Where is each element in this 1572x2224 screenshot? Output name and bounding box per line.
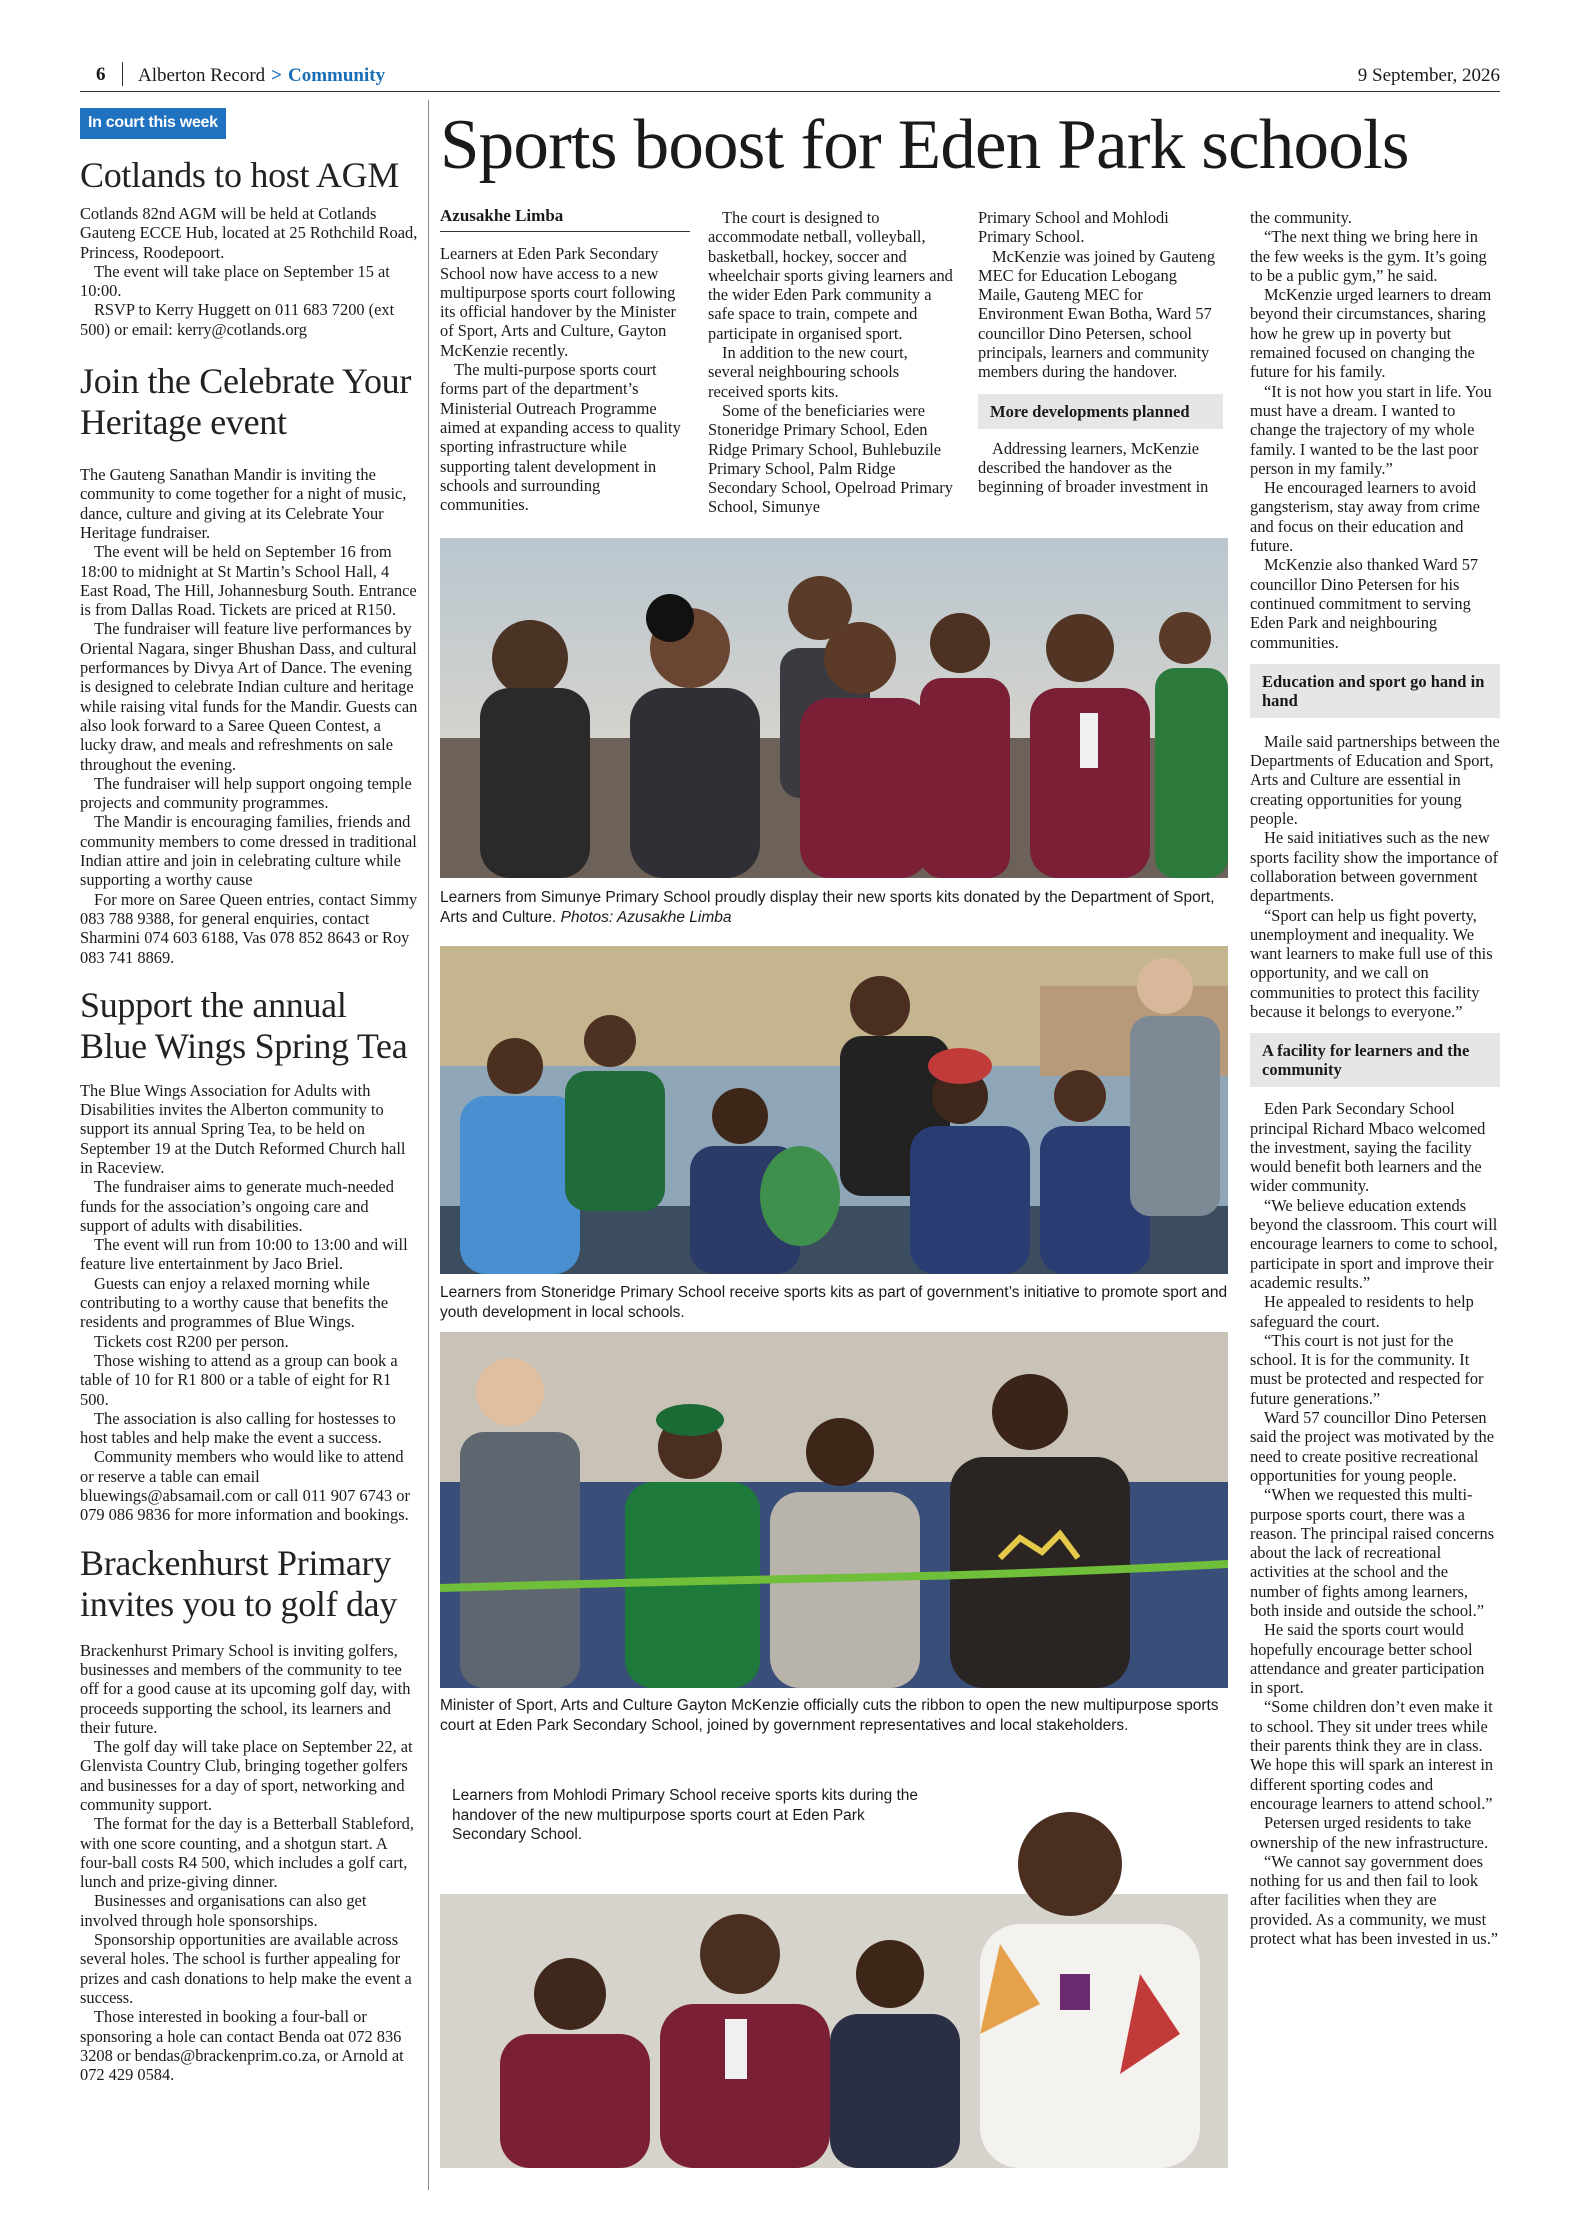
caption-text: Learners from Mohlodi Primary School receive sports kits during the handover of the new multipurpose sports court at Eden Park Secondary School. xyxy=(452,1787,919,1843)
story-paragraph: “Sport can help us fight poverty, unemployment and inequality. We want learners to make full use of this opportunity, and we call on communities to protect this facility because it belongs to everyone.” xyxy=(1250,905,1493,1021)
brief-paragraph: The event will be held on September 16 from 18:00 to midnight at St Martin’s School Hall, 4 East Road, The Hill, Johannesburg South. Entrance is from Dallas Road. Tickets are priced at R150. xyxy=(80,542,417,620)
brief-paragraph: The fundraiser aims to generate much-needed funds for the association’s ongoing care and support of adults with disabilities. xyxy=(80,1177,394,1235)
story-paragraph: Primary School and Mohlodi Primary School. xyxy=(978,208,1169,247)
sidebar-briefs xyxy=(80,108,420,2084)
brief-paragraph: The Blue Wings Association for Adults with Disabilities invites the Alberton community to support its annual Spring Tea, to be held on September 19 at the Dutch Reformed Church hall in Raceview. xyxy=(80,1080,406,1177)
brief-paragraph: Sponsorship opportunities are available across several holes. The school is further appealing for prizes and cash donations to help make the event a success. xyxy=(80,1930,412,2007)
page-header xyxy=(80,62,1500,92)
story-paragraph: Petersen urged residents to take ownership of the new infrastructure. xyxy=(1250,1813,1489,1852)
story-headline: Sports boost for Eden Park schools xyxy=(440,106,1409,184)
photo-ribbon-cutting xyxy=(440,1332,1228,1688)
photo-caption xyxy=(440,1696,1230,1735)
story-paragraph: “Some children don’t even make it to school. They sit under trees while their parents think they are in class. We hope this will spark an interest in different sporting codes and encourage learners to attend school.” xyxy=(1250,1697,1494,1813)
brief-title: Brackenhurst Primary invites you to golf day xyxy=(80,1542,398,1624)
brief-paragraph: The Gauteng Sanathan Mandir is inviting the community to come together for a night of music, dance, culture and giving at its Celebrate Your Heritage fundraiser. xyxy=(80,465,407,542)
story-column-4 xyxy=(1250,208,1500,1948)
brief-paragraph: The event will run from 10:00 to 13:00 and will feature live entertainment by Jaco Briel. xyxy=(80,1235,408,1274)
breadcrumb-arrow-icon: > xyxy=(271,65,282,86)
caption-text: Minister of Sport, Arts and Culture Gayton McKenzie officially cuts the ribbon to open the new multipurpose sports court at Eden Park Secondary School, joined by government representatives and local stakeholders. xyxy=(440,1697,1219,1734)
story-paragraph: the community. xyxy=(1250,208,1352,227)
story-paragraph: The court is designed to accommodate netball, volleyball, basketball, hockey, soccer and wheelchair sports giving learners and the wider Eden Park community a safe space to train, compete and participate in organised sport. xyxy=(708,208,953,343)
story-paragraph: In addition to the new court, several neighbouring schools received sports kits. xyxy=(708,343,908,401)
brief-paragraph: Those wishing to attend as a group can book a table of 10 for R1 800 or a table of eight for R1 500. xyxy=(80,1350,398,1409)
subheading-box: A facility for learners and the community xyxy=(1250,1033,1500,1087)
issue-date: 9 September, 2026 xyxy=(1357,65,1500,86)
byline: Azusakhe Limba xyxy=(440,206,690,232)
brief-paragraph: The golf day will take place on September 22, at Glenvista Country Club, bringing together golfers and businesses for a day of sport, networking and community support. xyxy=(80,1737,413,1814)
photo-stoneridge-learners xyxy=(440,946,1228,1274)
brief-paragraph: The format for the day is a Betterball Stableford, with one score counting, and a shotgun start. A four-ball costs R4 500, which includes a golf cart, lunch and prize-giving dinner. xyxy=(80,1814,414,1892)
story-paragraph: McKenzie urged learners to dream beyond their circumstances, sharing how he grew up in poverty but remained focused on changing the future for his family. xyxy=(1250,285,1492,382)
story-paragraph: “It is not how you start in life. You must have a dream. I wanted to change the trajectory of my whole family. I wanted to be the last poor person in my family.” xyxy=(1250,381,1492,478)
story-paragraph: He encouraged learners to avoid gangsterism, stay away from crime and focus on their education and future. xyxy=(1250,478,1480,556)
subheading-box: More developments planned xyxy=(978,394,1223,429)
story-paragraph: McKenzie also thanked Ward 57 councillor Dino Petersen for his continued commitment to serving Eden Park and neighbouring communities. xyxy=(1250,555,1479,652)
photo-caption xyxy=(452,1786,922,1845)
photo-credit: Photos: Azusakhe Limba xyxy=(560,908,732,926)
publication-name xyxy=(138,65,385,87)
brief-paragraph: The association is also calling for hostesses to host tables and help make the event a success. xyxy=(80,1408,396,1448)
subheading-box: Education and sport go hand in hand xyxy=(1250,664,1500,718)
brief-title: Cotlands to host AGM xyxy=(80,155,400,195)
brief-paragraph: The fundraiser will feature live performances by Oriental Nagara, singer Bhushan Dass, and cultural performances by Divya Art of Dance. The evening is designed to celebrate Indian culture and heritage while raising vital funds for the Mandir. Guests can also look forward to a Saree Queen Contest, a lucky draw, and meals and refreshments on sale throughout the evening. xyxy=(80,619,418,774)
story-paragraph: He said initiatives such as the new sports facility show the importance of collaboration between government departments. xyxy=(1250,828,1499,906)
story-paragraph: “This court is not just for the school. It is for the community. It must be protected and respected for future generations.” xyxy=(1250,1330,1484,1408)
story-paragraph: Addressing learners, McKenzie described the handover as the beginning of broader investment in xyxy=(978,438,1209,497)
brief-paragraph: Cotlands 82nd AGM will be held at Cotlands Gauteng ECCE Hub, located at 25 Rothchild Road, Princess, Roodepoort. xyxy=(80,204,418,262)
brief-paragraph: The fundraiser will help support ongoing temple projects and community programmes. xyxy=(80,773,412,813)
story-paragraph: Ward 57 councillor Dino Petersen said the project was motivated by the need to create positive recreational opportunities for young people. xyxy=(1250,1408,1494,1485)
brief-paragraph: For more on Saree Queen entries, contact Simmy 083 788 9388, for general enquiries, contact Sharmini 074 603 6188, Vas 078 852 8643 or Roy 083 741 8869. xyxy=(80,889,418,967)
story-paragraph: Eden Park Secondary School principal Richard Mbaco welcomed the investment, saying the facility would benefit both learners and the wider community. xyxy=(1250,1099,1486,1196)
section-name[interactable]: Community xyxy=(287,65,386,86)
brief-paragraph: Community members who would like to attend or reserve a table can email bluewings@absamail.com or call 011 907 6743 or 079 086 9836 for more information and bookings. xyxy=(80,1447,410,1525)
brief-paragraph: RSVP to Kerry Huggett on 011 683 7200 (ext 500) or email: kerry@cotlands.org xyxy=(80,300,395,339)
story-column-2 xyxy=(708,208,958,517)
brief-paragraph: Tickets cost R200 per person. xyxy=(94,1331,289,1351)
brief-paragraph: Those interested in booking a four-ball or sponsoring a hole can contact Benda oat 072 836 3208 or bendas@brackenprim.co.za, or Arnold at 072 429 0584. xyxy=(80,2007,404,2085)
photo-caption xyxy=(440,1283,1230,1322)
brief-paragraph: The event will take place on September 15 at 10:00. xyxy=(80,261,390,301)
story-paragraph: Maile said partnerships between the Departments of Education and Sport, Arts and Culture are essential in creating opportunities for young people. xyxy=(1250,731,1500,829)
story-paragraph: McKenzie was joined by Gauteng MEC for Education Lebogang Maile, Gauteng MEC for Environment Ewan Botha, Ward 57 councillor Dino Petersen, school principals, learners and community members during the handover. xyxy=(978,246,1216,382)
story-paragraph: “We believe education extends beyond the classroom. This court will encourage learners to come to school, participate in sport and improve their academic results.” xyxy=(1250,1195,1498,1292)
brief-cotlands xyxy=(80,155,420,339)
section-tag: In court this week xyxy=(80,108,226,139)
story-paragraph: “When we requested this multi-purpose sports court, there was a reason. The principal raised concerns about the lack of recreational activities at the school and the number of fights among learners, both inside and outside the school.” xyxy=(1250,1485,1495,1620)
story-paragraph: “We cannot say government does nothing for us and then fail to look after facilities when they are provided. As a community, we must protect what has been invested in us.” xyxy=(1250,1851,1499,1949)
header-divider xyxy=(122,62,123,86)
column-divider xyxy=(428,100,429,2190)
photo-mohlodi-learners xyxy=(440,1774,1228,2168)
brief-heritage xyxy=(80,361,420,967)
brief-golf-day xyxy=(80,1543,420,2085)
brief-paragraph: Guests can enjoy a relaxed morning while contributing to a worthy cause that benefits the residents and programmes of Blue Wings. xyxy=(80,1273,389,1332)
brief-paragraph: Brackenhurst Primary School is inviting golfers, businesses and members of the community to tee off for a good cause at its upcoming golf day, with proceeds supporting the school, its learners and their future. xyxy=(80,1640,411,1737)
story-paragraph: Some of the beneficiaries were Stoneridge Primary School, Eden Ridge Primary School, Buhlebuzile Primary School, Palm Ridge Secondary School, Opelroad Primary School, Simunye xyxy=(708,400,953,517)
caption-text: Learners from Stoneridge Primary School receive sports kits as part of government’s initiative to promote sport and youth development in local schools. xyxy=(440,1284,1228,1321)
photo-simunye-learners xyxy=(440,538,1228,878)
story-paragraph: He said the sports court would hopefully encourage better school attendance and greater participation in sport. xyxy=(1250,1620,1485,1698)
brief-title: Join the Celebrate Your Heritage event xyxy=(80,361,412,443)
photo-caption xyxy=(440,888,1230,927)
story-paragraph: He appealed to residents to help safeguard the court. xyxy=(1250,1292,1474,1331)
story-paragraph: Learners at Eden Park Secondary School now have access to a new multipurpose sports court following its official handover by the Minister of Sport, Arts and Culture, Gayton McKenzie recently. xyxy=(440,244,676,360)
paper-name: Alberton Record xyxy=(138,65,266,86)
caption-text: Learners from Simunye Primary School proudly display their new sports kits donated by the Department of Sport, Arts and Culture. xyxy=(440,889,1215,926)
brief-title: Support the annual Blue Wings Spring Tea xyxy=(80,984,408,1066)
story-paragraph: “The next thing we bring here in the few weeks is the gym. It’s going to be a public gym,” he said. xyxy=(1250,227,1487,285)
story-paragraph: The multi-purpose sports court forms part of the department’s Ministerial Outreach Programme aimed at expanding access to quality sporting infrastructure while supporting talent development in schools and surrounding communities. xyxy=(440,360,681,515)
page-number: 6 xyxy=(96,64,106,85)
brief-paragraph: Businesses and organisations can also get involved through hole sponsorships. xyxy=(80,1891,367,1930)
brief-paragraph: The Mandir is encouraging families, friends and community members to come dressed in traditional Indian attire and join in celebrating culture while supporting a worthy cause xyxy=(80,812,417,890)
story-column-3 xyxy=(978,208,1223,497)
brief-blue-wings xyxy=(80,985,420,1525)
story-column-1 xyxy=(440,206,690,514)
